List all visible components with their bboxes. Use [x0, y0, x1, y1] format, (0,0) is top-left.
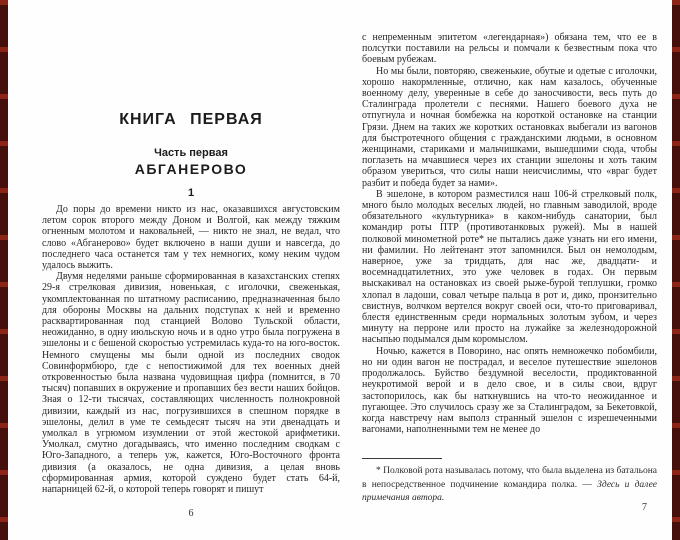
footnote-separator: [362, 458, 442, 459]
paragraph: До поры до времени никто из нас, оказавшихся августовским летом сорок второго между Доном и Волгой, как между тяжким огненным молотом и наковальней, — никто не знал, не ведал, что слово «Абганерово» будет включено в наши души и навсегда, до последнего часа останется там у тех немногих, кому неким чудом удалось выжить.: [42, 204, 340, 272]
right-page: [362, 0, 657, 540]
book-cover-edge-left: [0, 0, 8, 540]
right-page-number: 7: [642, 502, 647, 513]
footnote-author-note: Здесь и далее примечания автора.: [362, 479, 657, 503]
left-page: [42, 0, 340, 540]
left-page-body: [42, 204, 340, 495]
paragraph: Ночью, кажется в Поворино, нас опять немножечко побомбили, но ни один вагон не пострадал, и веселое путешествие эшелонов продолжалось. Буйство бездумной веселости, продиктованной неукротимой верой и в дело свое, и в силы свои, вдруг застопорилось, как бы наткнувшись на что-то неожиданное и пугающее. Это случилось сразу же за Сталинградом, за Бекетовкой, когда навстречу нам выполз странный эшелон с изрешеченными вагонами, наполненными тем не менее до: [362, 345, 657, 436]
left-page-number: 6: [188, 508, 194, 519]
book-title: КНИГА ПЕРВАЯ: [119, 111, 263, 128]
part-title: АБГАНЕРОВО: [134, 161, 248, 177]
footnote: [362, 465, 657, 506]
book-cover-edge-right: [672, 0, 680, 540]
paragraph: Двумя неделями раньше сформированная в казахстанских степях 29-я стрелковая дивизия, новенькая, с иголочки, свеженькая, укомплектованная по штатному расписанию, предназначенная было для обороны Москвы на дальних подступах к ней и временно расквартированная под станцией Волово Тульской области, неожиданно, в одну июльскую ночь и в одно утро была погружена в эшелоны и с бешеной скоростью устремилась куда-то на юго-восток. Немного смущены мы были одной из последних сводок Совинформбюро, где с непостижимой для тех военных дней откровенностью была названа чудовищная цифра (помнится, в 70 тысяч) попавших в окружение и пропавших без вести наших бойцов. Зная о 12-ти тысячах, составляющих численность полнокровной дивизии, каждый из нас, погрузившихся в спешном порядке в эшелоны, делил в уме те семьдесят тысяч на эти двенадцать и умолкал в угрюмом изумлении от этой жестокой арифметики. Умолкал, смутно догадываясь, что именно последним сводкам с Юго-Западного, а теперь уж, кажется, Юго-Восточного фронта дивизия (а оказалось, не одна дивизия, а целая вновь сформированная армия, которой суждено будет стать 64-й, напарницей 62-й, о которой теперь говорят и пишут: [42, 271, 340, 496]
paragraph: Но мы были, повторяю, свеженькие, обутые и одетые с иголочки, хорошо накормленные, отлично, как нам казалось, обученные военному делу, уверенные в себе до заносчивости, весь путь до Сталинграда пролетели с песнями. Нашего боевого духа не отпугнула и ночная бомбежка на короткой остановке на станции Грязи. Днем на таких же коротких остановках выбегали из вагонов для быстротечного общения с гражданскими людьми, в основном женщинами, стариками и мальчишками, вышедшими сюда, чтобы поглазеть на мчавшиеся через их станции эшелоны и хоть таким образом увериться, что силы наши неисчислимы, что «враг будет разбит и победа будет за нами».: [362, 65, 657, 189]
paragraph: В эшелоне, в котором разместился наш 106-й стрелковый полк, много было молодых веселых людей, но главным заводилой, вроде обязательного «культурника» в каком-нибудь санатории, был командир роты ПТР (противотанковых ружей). Мы в нашей полковой минометной роте* не пытались даже узнать ни его имени, ни фамилии. Но лейтенант этот запомнился. Был он немолодым, наверное, уже за тридцать, для нас же, двадцати- и восемнадцатилетних, это уже человек в годах. Он первым выскакивал на остановках из своей рыже-бурой теплушки, громко хлопал в ладоши, совал четыре пальца в рот и, дико, пронзительно свистнув, волчком вертелся вокруг своей оси, что-то приговаривал, блестя единственным среди нормальных золотым зубом, и через минуту на перроне или просто на лужайке за железнодорожной насыпью подымался дым коромыслом.: [362, 188, 657, 346]
right-page-body: [362, 32, 657, 435]
footnote-text: * Полковой рота называлась потому, что была выделена из батальона в непосредственное подчинение командира полка. —: [362, 466, 657, 490]
paragraph: с непременным эпитетом «легендарная») обязана тем, что ее в полсутки поставили на рельсы и помчали к безвестным пока что боевым рубежам.: [362, 32, 657, 66]
part-label: Часть первая: [154, 147, 228, 159]
chapter-number: 1: [187, 187, 195, 199]
